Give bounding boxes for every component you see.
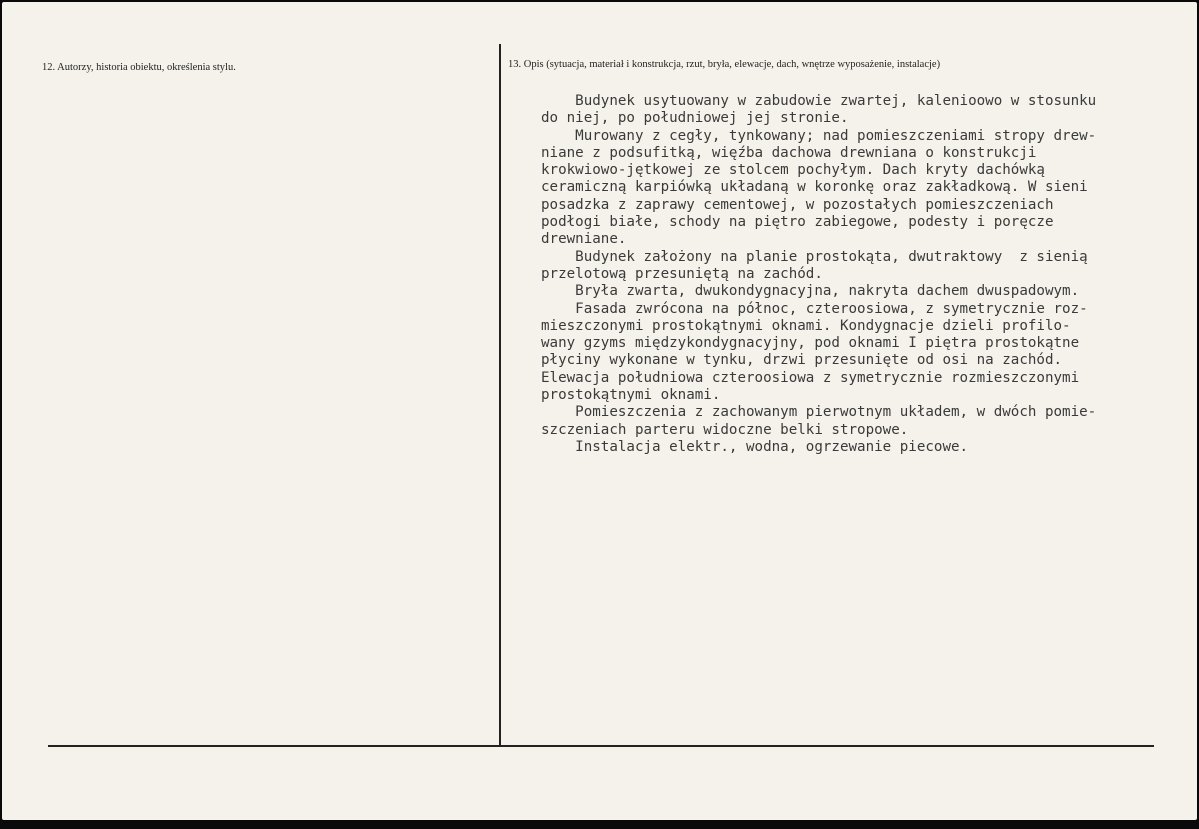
typed-line: Elewacja południowa czteroosiowa z symetrycznie rozmieszczonymi [541,369,1080,386]
section-13-typed-text [541,93,1181,456]
typed-line: Bryła zwarta, dwukondygnacyjna, nakryta dachem dwuspadowym. [541,283,1080,300]
section-12-label: 12. Autorzy, historia obiektu, określenia stylu. [42,62,236,73]
typed-line: Fasada zwrócona na północ, czteroosiowa, z symetrycznie roz- [541,300,1088,317]
bottom-rule [48,745,1154,747]
document-sheet [2,2,1197,820]
typed-line: do niej, po południowej jej stronie. [541,110,849,127]
section-13-label: 13. Opis (sytuacja, materiał i konstrukcja, rzut, bryła, elewacje, dach, wnętrze wyposażenie, instalacje) [508,59,941,70]
typed-line: mieszczonymi prostokątnymi oknami. Kondygnacje dzieli profilo- [541,317,1071,334]
typed-line: prostokątnymi oknami. [541,387,721,404]
typed-line: podłogi białe, schody na piętro zabiegowe, podesty i poręcze [541,214,1054,231]
typed-line: szczeniach parteru widoczne belki stropowe. [541,421,909,438]
typed-line: ceramiczną karpiówką układaną w koronkę oraz zakładkową. W sieni [541,179,1088,196]
typed-line: Budynek założony na planie prostokąta, dwutraktowy z sienią [541,248,1088,265]
typed-line: niane z podsufitką, więźba dachowa drewniana o konstrukcji [541,144,1037,161]
typed-line: Pomieszczenia z zachowanym pierwotnym układem, w dwóch pomie- [541,404,1097,421]
typed-line: Murowany z cegły, tynkowany; nad pomieszczeniami stropy drew- [541,127,1097,144]
typed-line: posadzka z zaprawy cementowej, w pozostałych pomieszczeniach [541,196,1054,213]
typed-line: wany gzyms międzykondygnacyjny, pod oknami I piętra prostokątne [541,335,1080,352]
typed-line: krokwiowo-jętkowej ze stolcem pochyłym. Dach kryty dachówką [541,162,1045,179]
typed-line: Instalacja elektr., wodna, ogrzewanie piecowe. [541,438,969,455]
typed-line: Budynek usytuowany w zabudowie zwartej, kalenioowo w stosunku [541,93,1097,109]
typed-line: drewniane. [541,231,627,248]
typed-line: przelotową przesuniętą na zachód. [541,265,823,282]
typed-line: płyciny wykonane w tynku, drzwi przesunięte od osi na zachód. [541,352,1063,369]
column-divider [499,44,501,746]
